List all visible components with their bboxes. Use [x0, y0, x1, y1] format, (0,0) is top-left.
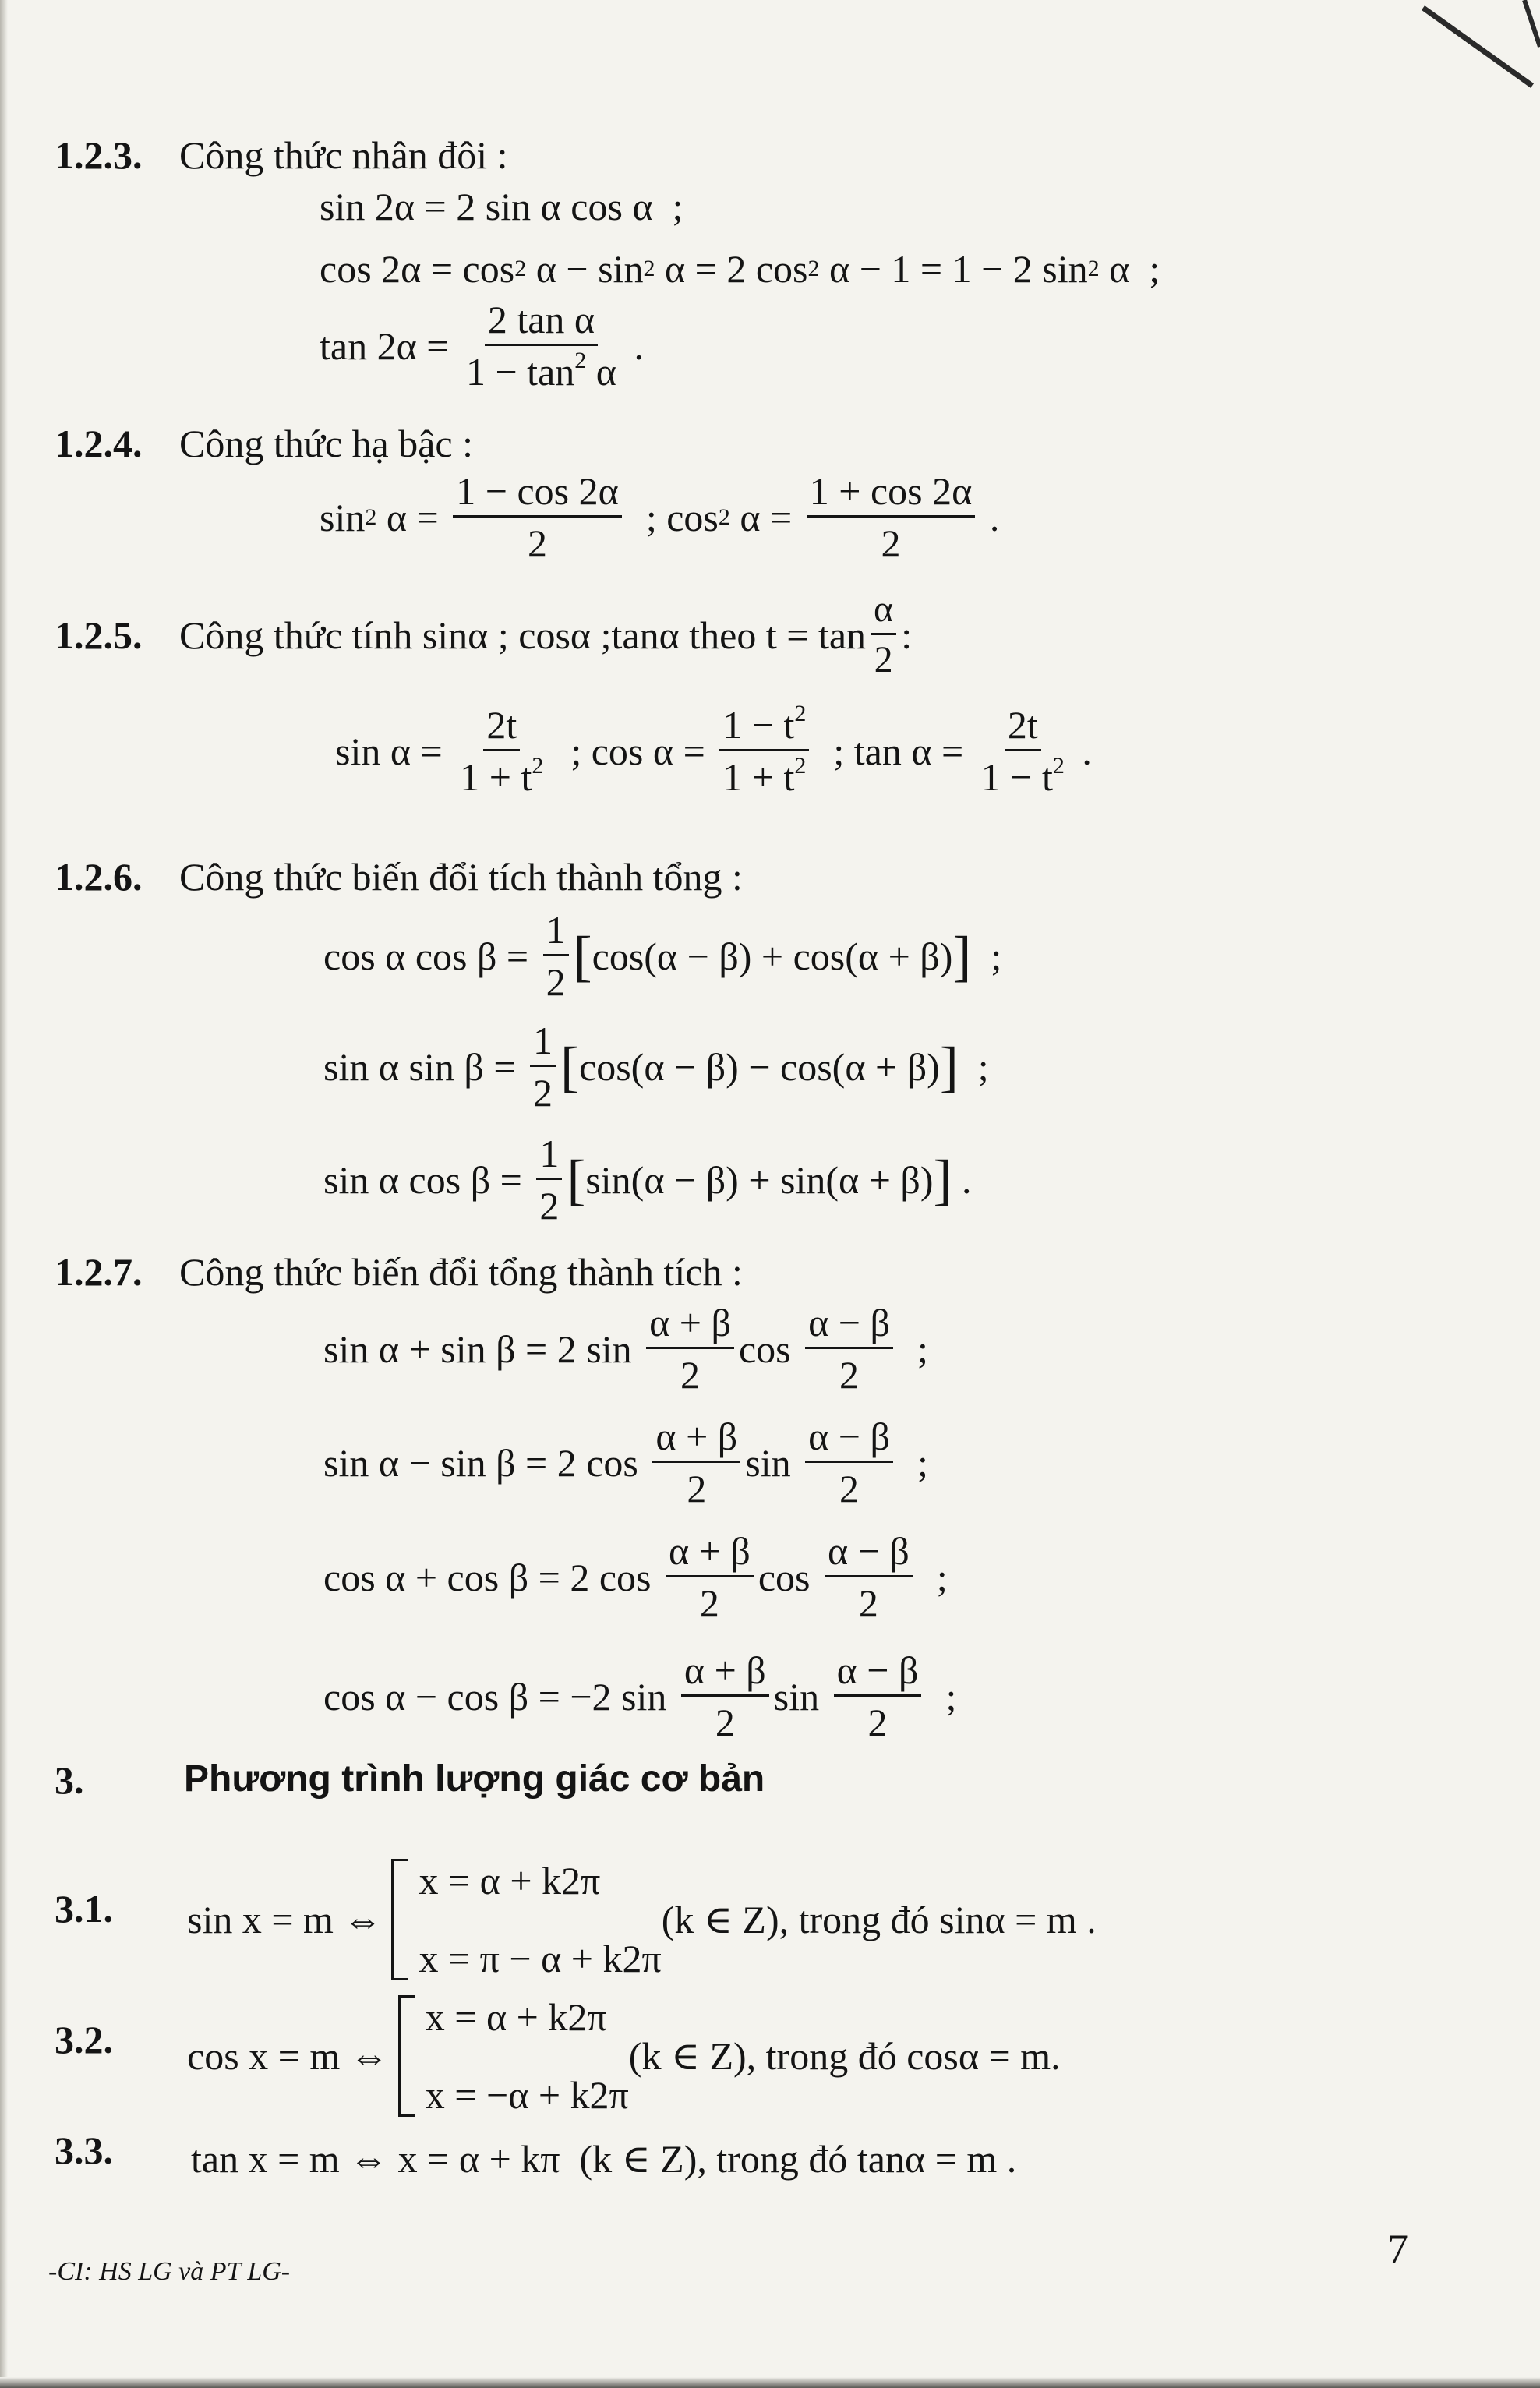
formula-sum-sin: sin α + sin β = 2 sin $\frac{\alpha + \beta}{2}$ cos $\frac{\alpha - \beta}{2}$ ;	[323, 1301, 928, 1397]
section-title: Công thức biến đổi tổng thành tích :	[179, 1250, 743, 1294]
corner-scan-mark	[1415, 0, 1540, 109]
formula-sinx-m: sin x = m ⇔ x = α + k2π x = π − α + k2π (k ∈ Z), trong đó sinα = m .	[187, 1859, 1097, 1980]
heading-1-2-4	[55, 421, 473, 466]
footer-note: -CI: HS LG và PT LG-	[48, 2257, 291, 2286]
section-number: 1.2.5.	[55, 613, 143, 657]
section-number: 1.2.3.	[55, 133, 143, 177]
section-title: Công thức hạ bậc :	[179, 422, 474, 465]
heading-1-2-3	[55, 132, 508, 178]
section-title: Công thức nhân đôi :	[179, 133, 508, 177]
section-number: 1.2.6.	[55, 855, 143, 899]
formula-sin2a: sin 2α = 2 sin α cos α ;	[320, 185, 683, 228]
page-edge-shadow	[0, 0, 8, 2388]
heading-1-2-6	[55, 854, 743, 899]
formula-tan2a: tan 2α = $\frac{\text{2 tan α}}{1 - \tan^2 \alpha}$ .	[320, 298, 644, 394]
section-number: 1.2.4.	[55, 422, 143, 465]
condition-3-3: (k ∈ Z), trong đó tanα = m .	[579, 2137, 1017, 2181]
formula-diff-sin: sin α − sin β = 2 cos $\frac{\alpha + \beta}{2}$ sin $\frac{\alpha - \beta}{2}$ ;	[323, 1415, 928, 1510]
section-number-3-3: 3.3.	[55, 2128, 113, 2172]
formula-cosx-m: cos x = m ⇔ x = α + k2π x = −α + k2π (k ∈ Z), trong đó cosα = m.	[187, 1995, 1061, 2117]
section-number-3-1: 3.1.	[55, 1887, 113, 1931]
section-number: 1.2.7.	[55, 1250, 143, 1294]
formula-diff-cos: cos α − cos β = −2 sin $\frac{\alpha + \beta}{2}$ sin $\frac{\alpha - \beta}{2}$ ;	[323, 1648, 957, 1744]
section-number-3: 3.	[55, 1758, 84, 1802]
condition-3-2: (k ∈ Z), trong đó cosα = m.	[628, 2034, 1061, 2078]
formula-sin-sin: sin α sin β = $\frac{1}{2}$ [ cos(α − β) − cos(α + β) ] ;	[323, 1019, 989, 1115]
formula-half-angle-t: sin α = $\frac{2t}{1 + t^2}$ ; cos α = $\frac{1 - t^2}{1 + t^2}$ ; tan α = $\frac{2t}{1 - t^2}$ .	[335, 701, 1092, 799]
heading-1-2-5: 1.2.5. Công thức tính sinα ; cosα ;tanα theo t = tan $\frac{\alpha}{2}$ :	[55, 588, 913, 680]
formula-cos-cos: cos α cos β = $\frac{1}{2}$ [ cos(α − β) + cos(α + β) ] ;	[323, 908, 1002, 1004]
section-title: Công thức tính sinα ; cosα ;tanα theo t = tan	[179, 613, 867, 657]
page-number: 7	[1387, 2226, 1408, 2273]
condition-3-1: (k ∈ Z), trong đó sinα = m .	[661, 1898, 1097, 1941]
formula-sum-cos: cos α + cos β = 2 cos $\frac{\alpha + \beta}{2}$ cos $\frac{\alpha - \beta}{2}$ ;	[323, 1529, 948, 1625]
formula-tanx-m: tan x = m ⇔ x = α + kπ (k ∈ Z), trong đó tanα = m .	[191, 2137, 1017, 2181]
section-title-3: Phương trình lượng giác cơ bản	[184, 1758, 765, 1800]
formula-sin-cos: sin α cos β = $\frac{1}{2}$ [ sin(α − β) + sin(α + β) ] .	[323, 1132, 972, 1228]
section-number-3-2: 3.2.	[55, 2018, 113, 2061]
section-title: Công thức biến đổi tích thành tổng :	[179, 855, 743, 899]
formula-power-reduction: sin 2 α = $\frac{1 - \cos 2\alpha}{2}$ ; cos 2 α = $\frac{1 + \cos 2\alpha}{2}$ .	[320, 469, 1000, 565]
heading-1-2-7	[55, 1249, 743, 1295]
page-bottom-shadow	[0, 2377, 1540, 2388]
formula-cos2a: cos 2α = cos 2 α − sin 2 α = 2 cos 2 α − 1 = 1 − 2 sin 2 α ;	[320, 247, 1160, 291]
